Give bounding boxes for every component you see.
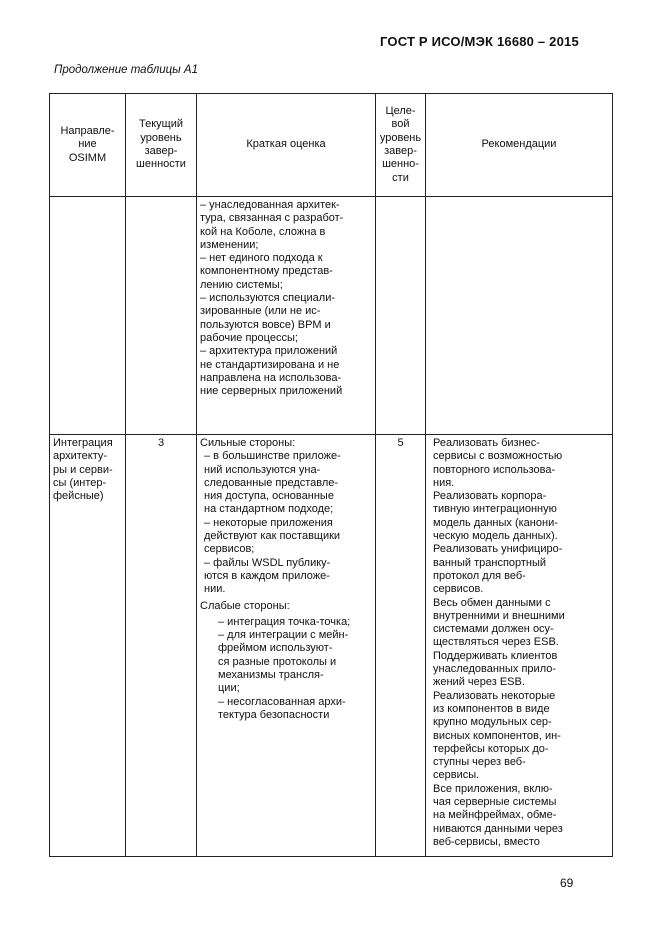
text-line: – используются специали- <box>200 292 336 305</box>
row2-target-level-cell <box>376 435 426 857</box>
text-line: Реализовать корпора- <box>433 490 547 503</box>
recommendations-text <box>429 437 609 849</box>
text-line: сервисов. <box>433 583 484 596</box>
text-line: – для интеграции с мейн- <box>218 629 349 642</box>
text-line: ся разные протоколы и <box>218 655 337 668</box>
text-line: ниваются данными через <box>433 822 563 835</box>
text-line: – в большинстве приложе- <box>204 450 341 463</box>
document-header: ГОСТ Р ИСО/МЭК 16680 – 2015 <box>380 34 579 49</box>
text-line: фейсные) <box>53 490 104 503</box>
text-line: Краткая оценка <box>246 138 326 151</box>
text-line: ры и серви- <box>53 463 113 476</box>
table-row <box>50 197 613 435</box>
text-line: Направле- <box>60 125 115 138</box>
text-line: ются в каждом приложе- <box>204 569 330 582</box>
col-header-recommendations <box>426 94 613 197</box>
text-line: Текущий <box>139 118 183 131</box>
text-line: Целе- <box>385 105 416 118</box>
text-line: сервисы с возможностью <box>433 450 563 463</box>
text-line: вой <box>391 118 410 131</box>
text-line: системами должен осу- <box>433 623 554 636</box>
text-line: ществляться через ESB. <box>433 636 559 649</box>
text-line: сервисы. <box>433 769 480 782</box>
text-line: внутренними и внешними <box>433 609 565 622</box>
text-line: ния. <box>433 476 455 489</box>
row1-assessment-text <box>200 199 372 398</box>
text-line: шенно- <box>382 158 419 171</box>
table-caption: Продолжение таблицы А1 <box>54 64 198 76</box>
text-line: на стандартном подходе; <box>204 503 334 516</box>
row2-current-level-cell <box>126 435 197 857</box>
strengths-list <box>200 450 372 596</box>
row2-recommendations-cell <box>426 435 613 857</box>
target-level-value: 5 <box>397 437 404 449</box>
text-line: рабочие процессы; <box>200 331 298 344</box>
text-line: сти <box>392 171 409 184</box>
text-line: тивную интеграционную <box>433 503 557 516</box>
text-line: – унаследованная архитек- <box>200 199 340 211</box>
text-line: шенности <box>136 158 186 171</box>
col-header-target-level <box>376 94 426 197</box>
row1-assessment-cell <box>197 197 376 435</box>
text-line: сервисов; <box>204 543 255 556</box>
text-line: Реализовать унифициро- <box>433 543 563 556</box>
text-line: уровень <box>140 131 182 144</box>
row2-direction-cell <box>50 435 126 857</box>
text-line: сы (интер- <box>53 476 107 489</box>
text-line: тектура безопасности <box>218 708 330 721</box>
text-line: завер- <box>384 145 417 157</box>
text-line: OSIMM <box>68 151 107 164</box>
text-line: тура, связанная с разработ- <box>200 212 344 225</box>
text-line: – файлы WSDL публику- <box>204 556 331 569</box>
row2-assessment-cell <box>197 435 376 857</box>
text-line: уровень <box>379 131 422 144</box>
text-line: архитекту- <box>53 450 108 463</box>
text-line: терфейсы которых до- <box>433 742 549 755</box>
text-line: Реализовать бизнес- <box>433 437 540 449</box>
text-line: крупно модульных сер- <box>433 716 552 729</box>
weaknesses-title: Слабые стороны: <box>200 599 290 612</box>
text-line: направлена на использова- <box>200 371 342 384</box>
strengths-title: Сильные стороны: <box>200 437 296 449</box>
text-line: пользуются вовсе) BPM и <box>200 318 331 331</box>
text-line: Весь обмен данными с <box>433 596 551 609</box>
text-line: следованные представле- <box>204 476 339 489</box>
weaknesses-list <box>200 616 372 722</box>
text-line: Рекомендации <box>481 138 557 151</box>
text-line: нии. <box>204 583 226 596</box>
row1-recommendations-cell <box>426 197 613 435</box>
text-line: ния доступа, основанные <box>204 490 334 503</box>
text-line: ступны через веб- <box>433 756 526 769</box>
text-line: изменении; <box>200 238 259 251</box>
col-header-assessment <box>197 94 376 197</box>
text-line: повторного использова- <box>433 463 556 476</box>
text-line: ние серверных приложений <box>200 385 343 398</box>
text-line: – несогласованная архи- <box>218 695 346 708</box>
direction-name <box>53 437 122 503</box>
text-line: Поддерживать клиентов <box>433 649 558 662</box>
text-line: из компонентов в виде <box>433 702 550 715</box>
text-line: действуют как поставщики <box>204 530 341 543</box>
text-line: зированные (или не ис- <box>200 305 321 318</box>
row1-target-level-cell <box>376 197 426 435</box>
text-line: ческую модель данных). <box>433 530 558 543</box>
text-line: Интеграция <box>53 437 113 449</box>
row1-direction-cell <box>50 197 126 435</box>
page-number: 69 <box>560 876 574 890</box>
text-line: фреймом используют- <box>218 642 333 655</box>
text-line: завер- <box>144 145 178 157</box>
text-line: – архитектура приложений <box>200 345 338 358</box>
current-level-value: 3 <box>157 437 165 449</box>
text-line: висных компонентов, ин- <box>433 729 561 742</box>
text-line: ние <box>78 138 97 151</box>
osimm-table <box>49 93 613 857</box>
text-line: лению системы; <box>200 278 283 291</box>
text-line: механизмы трансля- <box>218 669 324 682</box>
text-line: Реализовать некоторые <box>433 689 556 702</box>
text-line: кой на Коболе, сложна в <box>200 225 326 238</box>
text-line: – некоторые приложения <box>204 516 333 529</box>
text-line: жений через ESB. <box>433 676 525 689</box>
col-header-current-level <box>126 94 197 197</box>
text-line: модель данных (канони- <box>433 516 558 529</box>
text-line: веб-сервисы, вместо <box>433 835 540 848</box>
text-line: на мейнфреймах, обме- <box>433 809 557 822</box>
text-line: компонентному представ- <box>200 265 333 278</box>
text-line: ний используются уна- <box>204 463 321 476</box>
text-line: не стандартизирована и не <box>200 358 340 371</box>
text-line: протокол для веб- <box>433 569 526 582</box>
row1-current-level-cell <box>126 197 197 435</box>
text-line: чая серверные системы <box>433 796 557 809</box>
text-line: ции; <box>218 682 240 695</box>
col-header-direction <box>50 94 126 197</box>
table-header-row <box>50 94 613 197</box>
text-line: – нет единого подхода к <box>200 252 323 265</box>
text-line: ванный транспортный <box>433 556 547 569</box>
text-line: – интеграция точка-точка; <box>218 615 351 628</box>
table-row <box>50 435 613 857</box>
text-line: Все приложения, вклю- <box>433 782 553 795</box>
text-line: унаследованных прило- <box>433 663 557 676</box>
